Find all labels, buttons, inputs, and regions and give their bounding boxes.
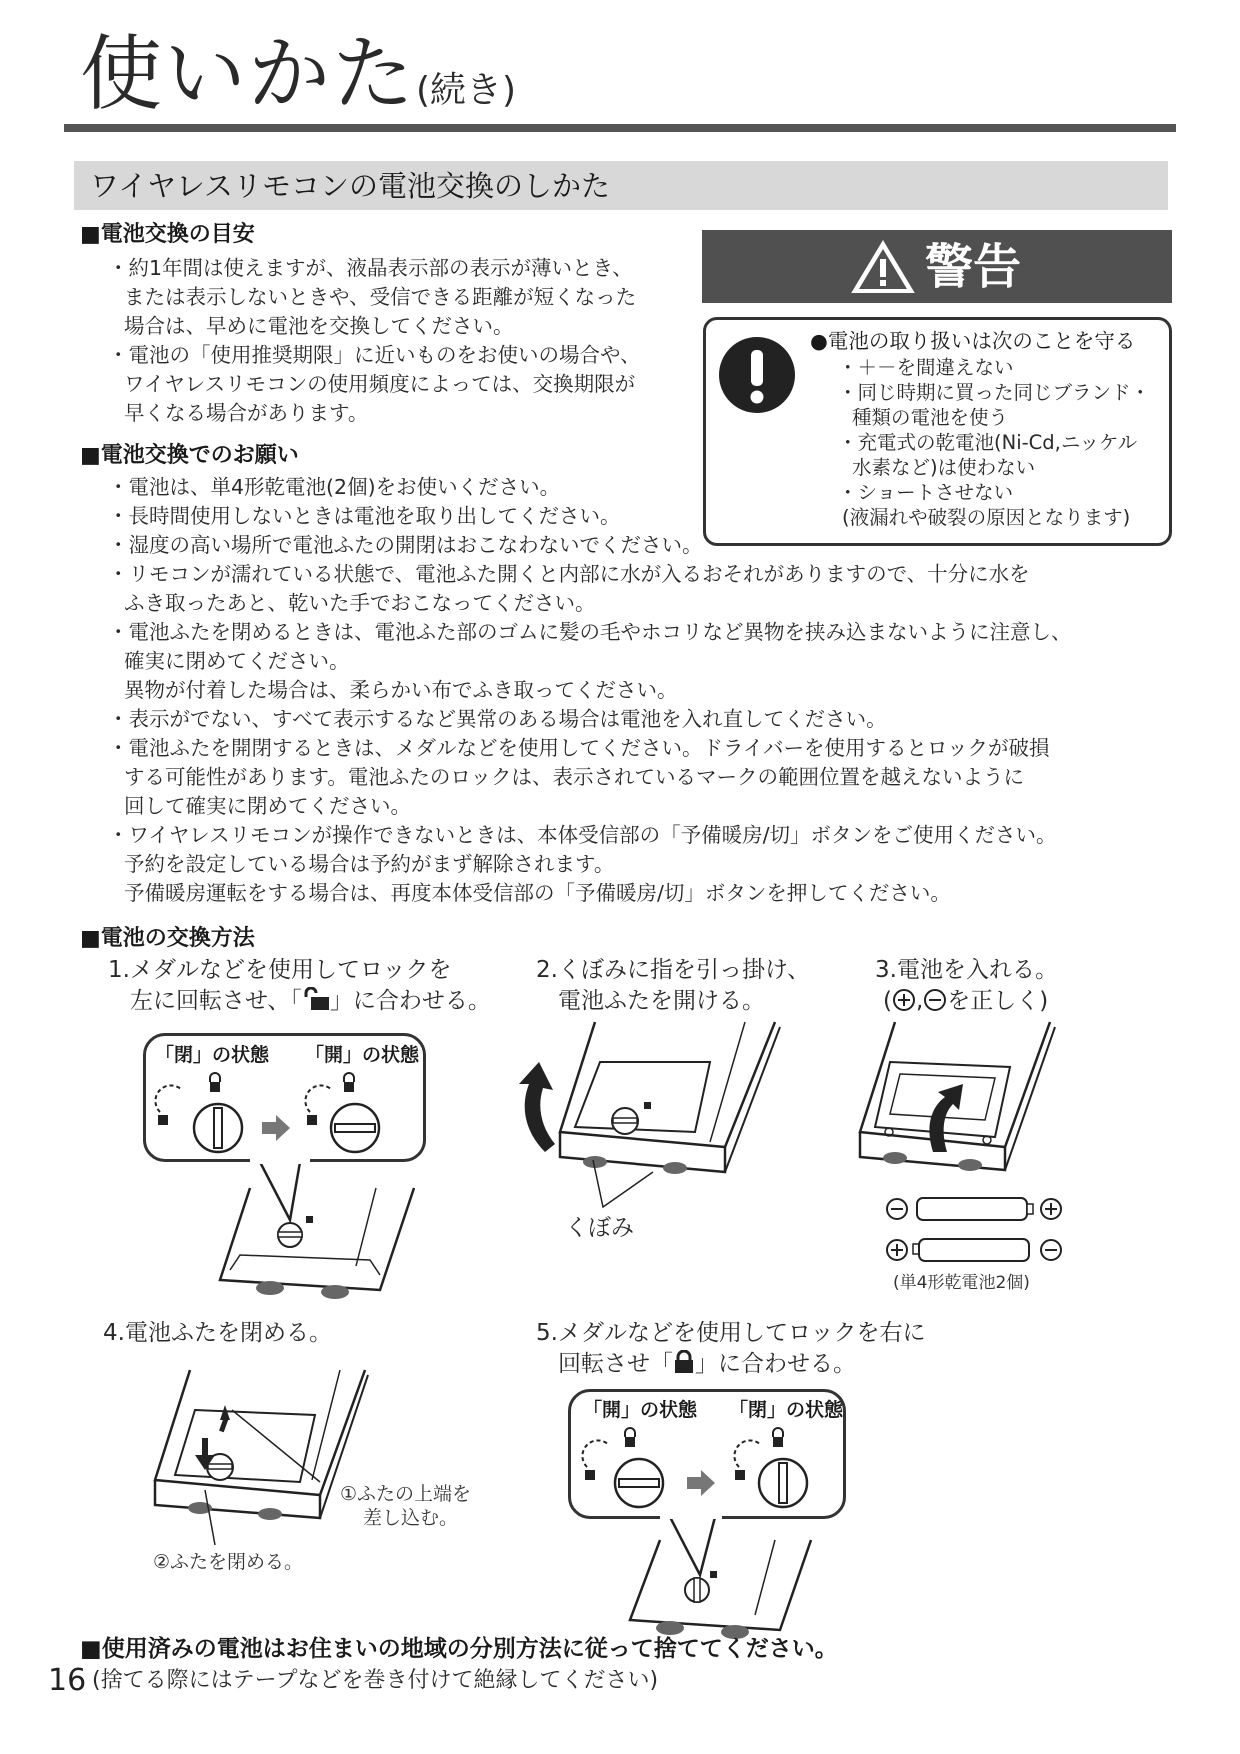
step1-line2-pre: 左に回転させ、「 [130, 988, 302, 1014]
request-line: 確実に閉めてください。 [124, 649, 350, 673]
warning-line: ・＋－を間違えない [838, 356, 1014, 379]
method-heading: ■電池の交換方法 [80, 926, 255, 951]
arrow-right-icon [687, 1470, 715, 1496]
step5-state-closed: 「閉」の状態 [729, 1399, 844, 1421]
guide-line: ・約1年間は使えますが、液晶表示部の表示が薄いとき、 [108, 256, 633, 280]
warning-line: (液漏れや破裂の原因となります) [842, 506, 1131, 529]
exclamation-icon [718, 336, 796, 414]
step3-line1: 3.電池を入れる。 [875, 957, 1058, 983]
title-rule [64, 124, 1176, 132]
request-line: ・湿度の高い場所で電池ふたの開閉はおこなわないでください。 [108, 533, 703, 557]
warning-triangle-icon [850, 239, 916, 295]
lock-icon [673, 1350, 695, 1374]
step2-line2: 電池ふたを開ける。 [558, 988, 765, 1014]
step4-illustration [150, 1370, 400, 1570]
section-title: ワイヤレスリモコンの電池交換のしかた [90, 169, 610, 203]
request-line: ・電池は、単4形乾電池(2個)をお使いください。 [108, 475, 561, 499]
batteries-illustration [885, 1192, 1065, 1272]
page-title-main: 使いかた [80, 27, 417, 122]
step5-line1: 5.メダルなどを使用してロックを右に [536, 1320, 926, 1346]
page-title [80, 27, 517, 136]
disposal-note: (捨てる際にはテープなどを巻き付けて絶縁してください) [92, 1668, 659, 1693]
request-line: 予備暖房運転をする場合は、再度本体受信部の「予備暖房/切」ボタンを押してください。 [124, 881, 951, 905]
request-line: ・表示がでない、すべて表示するなど異常のある場合は電池を入れ直してください。 [108, 707, 887, 731]
warning-heading: ●電池の取り扱いは次のことを守る [810, 329, 1136, 353]
step4-callout2: ②ふたを閉める。 [153, 1551, 304, 1573]
request-line: 回して確実に閉めてください。 [124, 794, 411, 818]
warning-line: ・同じ時期に買った同じブランド・ [838, 381, 1151, 404]
step3-line2 [883, 986, 1048, 1017]
step1-line1: 1.メダルなどを使用してロックを [108, 957, 452, 983]
warning-line: ・充電式の乾電池(Ni-Cd,ニッケル [838, 431, 1138, 454]
guide-heading: ■電池交換の目安 [80, 222, 255, 247]
step1-line2-post: 」に合わせる。 [329, 988, 491, 1014]
step2-dent-label: くぼみ [565, 1215, 634, 1241]
battery-note: (単4形乾電池2個) [893, 1273, 1030, 1293]
page-title-sub: (続き) [416, 70, 517, 111]
step5-illustration [575, 1425, 845, 1645]
request-line: ・電池ふたを閉めるときは、電池ふた部のゴムに髪の毛やホコリなど異物を挟み込まないように注意し、 [108, 620, 1072, 644]
step3-line2-pre: ( [883, 988, 892, 1014]
guide-line: ワイヤレスリモコンの使用頻度によっては、交換期限が [124, 372, 636, 396]
requests-heading: ■電池交換でのお願い [80, 443, 299, 468]
warning-line: 種類の電池を使う [852, 406, 1009, 429]
dial-closed [734, 1428, 807, 1507]
step2-line1: 2.くぼみに指を引っ掛け、 [536, 957, 811, 983]
step4-callout1a: ①ふたの上端を [340, 1483, 472, 1505]
guide-line: 場合は、早めに電池を交換してください。 [124, 314, 514, 338]
disposal-heading: ■使用済みの電池はお住まいの地域の分別方法に従って捨ててください。 [80, 1636, 838, 1662]
request-line: 異物が付着した場合は、柔らかい布でふき取ってください。 [124, 678, 678, 702]
step1-state-closed: 「閉」の状態 [155, 1044, 270, 1066]
request-line: ふき取ったあと、乾いた手でおこなってください。 [124, 591, 596, 615]
request-line: 予約を設定している場合は予約がまず解除されます。 [124, 852, 615, 876]
step1-line2 [130, 986, 491, 1017]
request-line: ・ワイヤレスリモコンが操作できないときは、本体受信部の「予備暖房/切」ボタンをご使用ください。 [108, 823, 1057, 847]
request-line: ・長時間使用しないときは電池を取り出してください。 [108, 504, 621, 528]
dial-closed [155, 1073, 242, 1152]
arrow-right-icon [262, 1115, 290, 1141]
warning-label: 警告 [925, 239, 1022, 295]
step5-line2 [558, 1349, 856, 1380]
plus-terminal-icon [892, 988, 916, 1012]
step3-line2-post: を正しく) [947, 988, 1049, 1014]
step4-line1: 4.電池ふたを閉める。 [103, 1320, 332, 1346]
guide-line: 早くなる場合があります。 [124, 401, 369, 425]
step2-illustration [505, 1022, 805, 1252]
step1-illustration [150, 1070, 420, 1330]
minus-terminal-icon [923, 988, 947, 1012]
step5-line2-pre: 回転させ「 [558, 1351, 673, 1377]
guide-line: または表示しないときや、受信できる距離が短くなった [124, 285, 637, 309]
request-line: ・電池ふたを開閉するときは、メダルなどを使用してください。ドライバーを使用するとロックが破損 [108, 736, 1050, 760]
step3-line2-mid: , [915, 988, 924, 1014]
unlock-icon [302, 987, 330, 1011]
guide-line: ・電池の「使用推奨期限」に近いものをお使いの場合や、 [108, 343, 641, 367]
curved-arrow-icon [519, 1062, 555, 1152]
dial-open [305, 1073, 379, 1152]
dial-open [582, 1428, 663, 1507]
warning-line: 水素など)は使わない [852, 456, 1036, 479]
step5-line2-post: 」に合わせる。 [695, 1351, 856, 1377]
page-number: 16 [48, 1663, 87, 1698]
warning-line: ・ショートさせない [838, 481, 1014, 504]
step1-state-open: 「開」の状態 [305, 1044, 420, 1066]
request-line: する可能性があります。電池ふたのロックは、表示されているマークの範囲位置を越えないように [124, 765, 1024, 789]
request-line: ・リモコンが濡れている状態で、電池ふた開くと内部に水が入るおそれがありますので、十分に水を [108, 562, 1030, 586]
step5-state-open: 「開」の状態 [583, 1399, 698, 1421]
step4-callout1b: 差し込む。 [363, 1507, 459, 1529]
